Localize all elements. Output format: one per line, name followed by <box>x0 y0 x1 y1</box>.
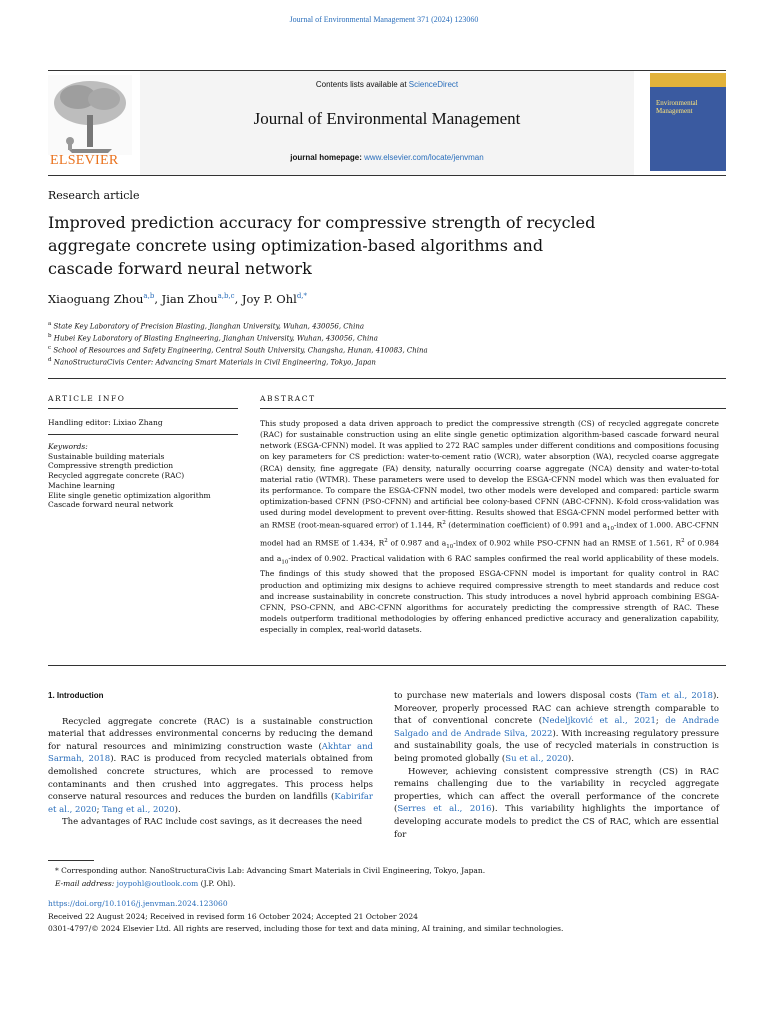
corresponding-author-note: * Corresponding author. NanoStructuraCivis Lab: Advancing Smart Materials in Civil Engineering, Tokyo, Japan. <box>55 866 486 875</box>
keyword-item: Machine learning <box>48 480 115 490</box>
abstract-heading: ABSTRACT <box>260 394 316 403</box>
article-info-heading: ARTICLE INFO <box>48 394 126 403</box>
keyword-item: Sustainable building materials <box>48 451 165 461</box>
citation-link[interactable]: Tam et al., 2018 <box>639 691 713 701</box>
affiliation-item: $^c$ School of Resources and Safety Engineering, Central South University, Changsha, Hunan, 410083, China <box>48 345 428 355</box>
affiliation-item: $^d$ NanoStructuraCivis Center: Advancing Smart Materials in Civil Engineering, Tokyo, Japan <box>48 357 376 367</box>
body-paragraph: to purchase new materials and lowers disposal costs (Tam et al., 2018). Moreover, properly processed RAC can achieve strength comparable to that of conventional concrete (Nedeljković et al., 2021; de Andrade Salgado and de Andrade Silva, 2022). With increasing regulatory pressure and sustainability goals, the use of recycled materials in construction is being promoted globally (Su et al., 2020). <box>394 691 720 764</box>
keyword-item: Elite single genetic optimization algorithm <box>48 490 211 500</box>
article-type: Research article <box>48 189 140 202</box>
email-note: E-mail address: joypohl@outlook.com (J.P. Ohl). <box>55 878 236 888</box>
keyword-item: Compressive strength prediction <box>48 461 174 471</box>
journal-citation[interactable]: Journal of Environmental Management 371 (2024) 123060 <box>289 15 479 24</box>
author-name[interactable]: Jian Zhou <box>161 292 218 306</box>
journal-masthead <box>48 70 726 176</box>
author-name[interactable]: Joy P. Ohl <box>241 292 297 306</box>
author-affiliation-marker[interactable]: a,b,c <box>217 292 235 301</box>
body-paragraph: Recycled aggregate concrete (RAC) is a sustainable construction material that addresses environmental concerns by reducing the demand for natural resources and minimizing construction waste (Akhtar and Sarmah, 2018). RAC is produced from recycled materials obtained from demolished concrete structures, which are processed to remove contaminants and then crushed into aggregates. This process helps conserve natural resources and reduces the burden on landfills (Kabirifar et al., 2020; Tang et al., 2020). <box>48 716 373 815</box>
abstract-end-rule <box>48 665 726 666</box>
body-column-left <box>48 690 373 829</box>
article-info-rule <box>48 408 238 409</box>
citation-link[interactable]: de Andrade Salgado and de Andrade Silva, 2022 <box>394 716 719 739</box>
affiliation-item: $^a$ State Key Laboratory of Precision Blasting, Jianghan University, Wuhan, 430056, China <box>48 321 365 331</box>
author-affiliation-marker[interactable]: d,* <box>296 292 308 301</box>
elsevier-wordmark: ELSEVIER <box>50 153 119 168</box>
keywords-block <box>48 442 238 510</box>
article-dates: Received 22 August 2024; Received in revised form 16 October 2024; Accepted 21 October 2024 <box>48 911 418 921</box>
homepage-line: journal homepage: www.elsevier.com/locate/jenvman <box>290 153 484 162</box>
affiliations <box>48 320 608 369</box>
citation-link[interactable]: Nedeljković et al., 2021 <box>542 716 656 727</box>
bibliographic-info <box>48 898 728 936</box>
keyword-item: Cascade forward neural network <box>48 500 174 510</box>
copyright-line: 0301-4797/© 2024 Elsevier Ltd. All rights are reserved, including those for text and data mining, AI training, and similar technologies. <box>48 924 564 933</box>
article-title: Improved prediction accuracy for compressive strength of recycled aggregate concrete using optimization-based algorithms and cascade forward neural network <box>48 213 596 278</box>
citation-link[interactable]: Su et al., 2020 <box>505 753 568 764</box>
abstract-text: This study proposed a data driven approach to predict the compressive strength (CS) of recycled aggregate concrete (RAC) for sustainable construction using an elite single genetic optimization algorithm-based cascade forward neural network (ESGA-CFNN) model. It was applied to 272 RAC samples under different conditions and compositions focusing on key parameters for CS prediction: water-to-cement ratio (WCR), water absorption (WA), recycled coarse aggregate (RCA) density, fine aggregate (FA) density, naturally occurring coarse aggregate (NCA) density and water-to-total material ratio (WTMR). These parameters were used to develop the ESGA-CFNN model which was then evaluated for its performance. To compare the ESGA-CFNN model, two other models were developed and compared: particle swarm optimization-based CFNN (PSO-CFNN) and artificial bee colony-based CFNN (ABC-CFNN). K-fold cross-validation was used during model development to prevent over-fitting. Results showed that ESGA-CFNN model performed better with an RMSE (root-mean-squared error) of 1.144, $R^2$ (determination coefficient) of 0.991 and $a_{10}$-index of 1.000. ABC-CFNN model had an RMSE of 1.434, $R^2$ of 0.987 and $a_{10}$-index of 0.902 while PSO-CFNN had an RMSE of 1.561, $R^2$ of 0.984 and $a_{10}$-index of 0.902. Practical validation with 6 RAC samples confirmed the real world applicability of these models. The findings of this study showed that the proposed ESGA-CFNN model is important for quality control in RAC production and optimizing mix designs to achieve required compressive strength to meet standards and reduce cost and increase sustainability in concrete construction. This study introduces a novel hybrid approach combining ESGA-CFNN, PSO-CFNN, and ABC-CFNN algorithms for accurately predicting the compressive strength of RAC. These models outperform traditional methodologies by offering enhanced predictive accuracy and generalization capability, especially in complex, real-world datasets. <box>260 419 719 635</box>
cover-title: Environmental Management <box>656 99 698 115</box>
journal-homepage-link[interactable]: www.elsevier.com/locate/jenvman <box>364 153 484 162</box>
body-column-right <box>394 690 719 841</box>
keywords-heading: Keywords: <box>48 442 88 451</box>
section-heading-introduction: 1. Introduction <box>48 691 104 700</box>
citation-link[interactable]: Serres et al., 2016 <box>397 804 492 815</box>
keyword-item: Recycled aggregate concrete (RAC) <box>48 471 185 481</box>
footnote-rule <box>48 860 94 861</box>
journal-name: Journal of Environmental Management <box>253 109 521 128</box>
masthead-banner <box>140 71 634 175</box>
doi-link[interactable]: https://doi.org/10.1016/j.jenvman.2024.123060 <box>48 899 228 908</box>
email-link[interactable]: joypohl@outlook.com <box>116 878 199 888</box>
journal-cover-thumbnail[interactable] <box>650 73 726 171</box>
citation-link[interactable]: Tang et al., 2020 <box>102 804 175 815</box>
citation-link[interactable]: Akhtar and Sarmah, 2018 <box>48 741 373 765</box>
sciencedirect-link[interactable]: ScienceDirect <box>408 80 459 89</box>
author-list: Xiaoguang Zhou$^{a,b}$, Jian Zhou$^{a,b,c}$, Joy P. Ohl$^{d,*}$ <box>48 292 308 306</box>
affiliation-item: $^b$ Hubei Key Laboratory of Blasting Engineering, Jianghan University, Wuhan, 430056, China <box>48 333 378 343</box>
handling-editor: Handling editor: Lixiao Zhang <box>48 418 163 427</box>
footnotes <box>55 865 735 890</box>
abstract-rule <box>260 408 726 409</box>
section-divider <box>48 378 726 379</box>
contents-line: Contents lists available at ScienceDirect <box>315 80 459 89</box>
cover-band <box>650 73 726 87</box>
author-name[interactable]: Xiaoguang Zhou <box>48 292 144 306</box>
citation-link[interactable]: Kabirifar et al., 2020 <box>48 792 373 815</box>
body-paragraph: The advantages of RAC include cost savings, as it decreases the need <box>62 817 363 828</box>
body-paragraph: However, achieving consistent compressive strength (CS) in RAC remains challenging due to the variability in recycled aggregate properties, which can affect the overall performance of the concrete (Serres et al., 2016). This variability highlights the importance of developing accurate models to predict the CS of RAC, which are essential for <box>394 766 719 840</box>
keywords-rule <box>48 434 238 435</box>
author-affiliation-marker[interactable]: a,b <box>143 292 155 301</box>
